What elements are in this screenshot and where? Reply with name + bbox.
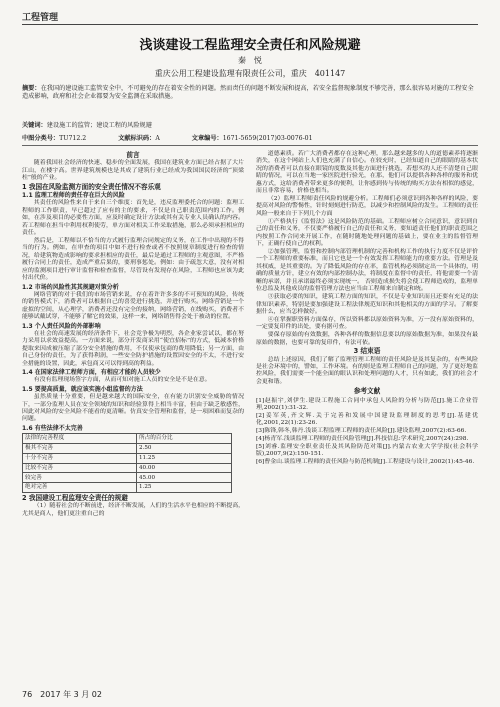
reference-item: [6]曹金山.谈监理工程师的责任风险与防范机制[J].工程建设与设计,2002(1):45-46. bbox=[256, 459, 475, 466]
doc-label: 文献标识码： bbox=[118, 135, 156, 142]
meta-rule bbox=[22, 145, 478, 146]
table-cell: 十分不完善 bbox=[23, 453, 137, 463]
table-row bbox=[23, 444, 232, 454]
heading-1-6: 1.6 有些法律不太完善 bbox=[22, 424, 83, 432]
table-cell: 11.25 bbox=[137, 453, 232, 463]
paragraph: 虽然质量十分重要，但是越来越大的国际安全，在有能力识别安全威胁的情况下，一部分监理人员在安全领域的知识和经验算得上相当丰富，但由于缺乏敏感性，因此对风险的安全风险不能看的更清晰。仿真安全管理和监督，是一项困难而复杂的问题。 bbox=[22, 394, 244, 423]
clc-field bbox=[22, 133, 86, 142]
clc-value: TU712.2 bbox=[59, 135, 87, 142]
paragraph: ④在掌握职资料方面保存，所以资料都以原始资料为准，万一没有原始资料的，一定要复印件的出处，要有据可查。 bbox=[256, 316, 478, 331]
abstract-label: 摘要： bbox=[22, 85, 41, 92]
doc-field bbox=[118, 133, 160, 142]
paragraph: ③获取必要的知识，建筑工程方面的知识，不仅是专业知识而且还要有充足的法律知识素养，特别是要加强建设工程法律规范知识和其他相关的方面的学习。了解要据什么，应当怎样做好。 bbox=[256, 294, 478, 315]
table-cell: 法律的完善程度 bbox=[23, 434, 137, 444]
paragraph: （1）随着社会的不断前进，经济不断发展，人们的生活水平也相应的不断提高，尤其是商人，他们更注重自己的 bbox=[22, 503, 244, 517]
heading-conclusion: 3 结束语 bbox=[353, 347, 381, 356]
reference-item: [2]姜军英,齐文辉.关于完善和发展中国建设监理制度的思考[J].基建优化,2001,22(1):23-26. bbox=[256, 412, 478, 427]
reference-item: [4]杨青军.浅谈监理工程师的责任风险管理[J].科技信息:学术研究,2007(24):298. bbox=[256, 436, 469, 443]
article-meta bbox=[22, 133, 478, 142]
keywords bbox=[22, 122, 478, 130]
table-cell: 所占的百分比 bbox=[137, 434, 232, 444]
reference-item: [3]陈锋,韩冬,韩丹.浅谈工程监理工程师的责任风险[J].建设监理,2007(2):63-66. bbox=[256, 428, 467, 435]
doc-value: A bbox=[155, 135, 160, 142]
table-row bbox=[23, 453, 232, 463]
article-author: 秦 悦 bbox=[238, 56, 262, 65]
table-cell: 45.00 bbox=[137, 473, 232, 483]
paragraph: 道德素质。若广大消费者都存在这种心理，那么越来越多的人的道德素养将逐渐消失，在这个网站上人们也充满了自信心。在较充时，已经知道自己的眼睛的基本状况的消费者可以直接在眼镜的度数及其他方面进行挑选，若想买的人还不清楚自己眼睛的情况，可以在当地一家医院进行验光，在那，他们可以提供各种各样的服务和优惠方式，这给消费者带来更多的便利，让你感到传与传统的购买方法有相似的感觉，而且非常容易，价格也相当。 bbox=[256, 151, 478, 195]
heading-1-3: 1.3 个人责任风险的外部影响 bbox=[22, 322, 101, 330]
article-number-field bbox=[192, 133, 313, 142]
paragraph: ①产格执行《监督法》这是风险防范的基础。工程师应树立合同意识，意识到自己的责任和义务，不仅要严格履行自己的责任和义务，要知道责任他们的职责范围之内按照工作合同来开展工作，在随时随地处理问题的基础上，要在业主的监督管理下，正确行使自己的权利。 bbox=[256, 218, 478, 248]
article-number-label: 文章编号： bbox=[191, 135, 223, 142]
heading-section-2: 2 我国建设工程监理安全责任的规避 bbox=[22, 494, 128, 502]
abstract bbox=[22, 85, 478, 102]
paragraph: 在社会的高速发展的经济条件下，社会竞争极为明烈，各企业家尝试以，都在努力采用以求效益提高。一方面来说，部分开发商采用“使宜招标”的方式，低减本价格提取来因成被压缩了部分安全措施的费用，不仅使承包商的费用降低；另一方面，由自己身份的责任，为了获得利润，一些安全防护措施的设置因安全的不太，不进行安全措施的设置，因此，承包商又可以得到高的利益。 bbox=[22, 330, 244, 367]
heading-1-5: 1.5 要提高质量，就应该实施小组监督的方法 bbox=[22, 385, 143, 393]
paragraph: 然后是，工程师以不恰当的方式履行监理合同规定的义务，在工作中出现的不得当的行为。例如，在审查的项目中如不进行检查或者不按照规章制度进行检查的情况，给建筑物造成影响的要求担相应的责任，最后是通过工程师的主观意图，不严格履行合同上的责任，造成严重后果的，要刑事惩处。例如：由于疏忽大意，没有对相应的监测项目进行审计监督和检查监督，尽管设有发现存在风险，工程师也应该为此付出代价。 bbox=[22, 238, 244, 282]
heading-1-1: 1.1 监理工程师的责任存在巨大的风险 bbox=[22, 192, 125, 200]
page-footer: 76 2017 年 3 月 02 bbox=[22, 690, 102, 699]
paragraph: 网络营销的对于我们的市场营销来说，存在着许许多多的不可预知的风险，传统的销售模式下，消费者可以根据自己的喜爱进行挑选，并进行购买。网络营销是一个虚拟的空间，从心理学，消费者还没有完全的接纳，网络营销，在线购买，消费者不能够试戴试穿，不能够了解它的效果，这样一来，网络销售得会处于被动的位置。 bbox=[22, 291, 244, 321]
left-column bbox=[22, 151, 244, 519]
reference-item: [5]刘睿.监理安全职业责任及其风险防范对策[J].内蒙古农业大学学报(社会科学版),2007,9(2):150-151. bbox=[256, 444, 478, 458]
right-column bbox=[256, 151, 478, 467]
heading-preface: 前言 bbox=[126, 151, 140, 159]
paragraph: 总结上述原因，我们了解了监理管理工程师的责任风险是及其复杂的，有些风险是社会环境中的，譬如，工作环境。有的则是监理工程师自己的问题，为了更好地监控风险，我们需要一个能全面的眼认识和处理问题的人才，只有如此，我们的社会才会更和谐。 bbox=[256, 356, 478, 385]
table-cell: 较完善 bbox=[23, 473, 137, 483]
table-row bbox=[23, 434, 232, 444]
article-number-value: 1671-5659(2017)03-0076-01 bbox=[222, 135, 313, 142]
keywords-text: 建设施工的监管；建设工程的风险规避 bbox=[46, 122, 152, 129]
paragraph: 其责任的风险性来自于来自三个维度：首先是，违反监理委托合的问题：监理工程师的工作职责，早已超过了应有的主的要求，不仅是自己职责范围内的工作。例如，在涉及项目的必要性方面，应及时确定设计方法或其有关专业人员确认的内容。若工程师在担当中利用权利使劳，单方面对相关工作采取措施，那么必须承担相应的责任。 bbox=[22, 200, 244, 237]
paragraph: 有没有监理现场签字方面，从而可知对施工人员的安全是不是在意。 bbox=[33, 377, 211, 384]
paragraph: 随着我国社会经济的快速、稳步的全面发展，我国在建筑业方面已经占据了大片江山，在楼宇高。世界建筑规模也是其成了建筑行业已经成为我国国民经济的“顶梁柱”般的产业。 bbox=[22, 160, 244, 182]
clc-label: 中图分类号： bbox=[22, 135, 60, 142]
paragraph: 要保存原始的有效数据，各种各样的数据信息要以的原始数据为准，如果没有最原始的数据，也要可靠的复印件，有法可依。 bbox=[256, 332, 478, 346]
heading-1-4: 1.4 在国家法律工程师方面，有相应才能的人员较少 bbox=[22, 368, 161, 376]
table-cell: 1.25 bbox=[137, 483, 232, 493]
paragraph: （2）监理工程师责任风险的规避分析。工程师们必须意识到各种各样的风险，要提高对风险的警惕性，针时刻刻进行防范，以减少和控制风险的发生。工程师的责任风险一般来自于下列几个方面 bbox=[256, 196, 478, 217]
table-cell: 比较不完善 bbox=[23, 463, 137, 473]
table-row bbox=[23, 483, 232, 493]
references-list bbox=[256, 398, 478, 467]
paragraph: ②加强管理，监督和控制内部管理机制的完善和机构工作的执行力度不仅是评价一个工程师的重要标准，而且它也是一个有效发挥工程师能力的重要方法。管理是及其权威，是其重要的。为了降低风险的存在率，监管机构必须制定出一个具体的，明确的质量方针，建立有效的内部控制办法，将制度在监督中的责任，将他需要一个清晰的承诺，并且承诺最终必须实现统一。 否则造成损失将会使工程师造成的，监理单位总监及其他成员的监督管理方法也应当由工程师来自制定和统。 bbox=[256, 249, 478, 293]
article-title: 浅谈建设工程监理安全责任和风险规避 bbox=[139, 38, 361, 53]
heading-1-2: 1.2 市场的风险性其其规避对策分析 bbox=[22, 283, 119, 291]
header-rule bbox=[22, 24, 478, 25]
table-cell: 40.00 bbox=[137, 463, 232, 473]
article-affiliation: 重庆公用工程建设监理有限责任公司，重庆 401147 bbox=[154, 69, 346, 78]
section-label: 工程管理 bbox=[22, 13, 59, 23]
table-cell: 2.50 bbox=[137, 444, 232, 454]
references-title: 参考文献 bbox=[353, 387, 381, 396]
abstract-text: 在我国的建设施工监管安全中，不可避免的存在着安全性的问题。然而责任的问题不断发展和提高，若安全监督现象制度不够完善，那么很容易对施的工程安全造成影响，政府和社会企业都要为安全监测在采取措施。 bbox=[22, 85, 474, 101]
table-cell: 绝对完善 bbox=[23, 483, 137, 493]
table-row bbox=[23, 463, 232, 473]
reference-item: [1]赵振宇,刘伊生.建设工程施工合同中承包人风险的分析与防范[J].施工企业管理,2002(1):31-32. bbox=[256, 397, 478, 411]
heading-section-1: 1 我国在风险监测方面的安全责任情况不容乐观 bbox=[22, 182, 161, 191]
table-row bbox=[23, 473, 232, 483]
table-cell: 极其不完善 bbox=[23, 444, 137, 454]
keywords-label: 关键词： bbox=[22, 122, 47, 129]
law-completeness-table bbox=[22, 433, 232, 493]
